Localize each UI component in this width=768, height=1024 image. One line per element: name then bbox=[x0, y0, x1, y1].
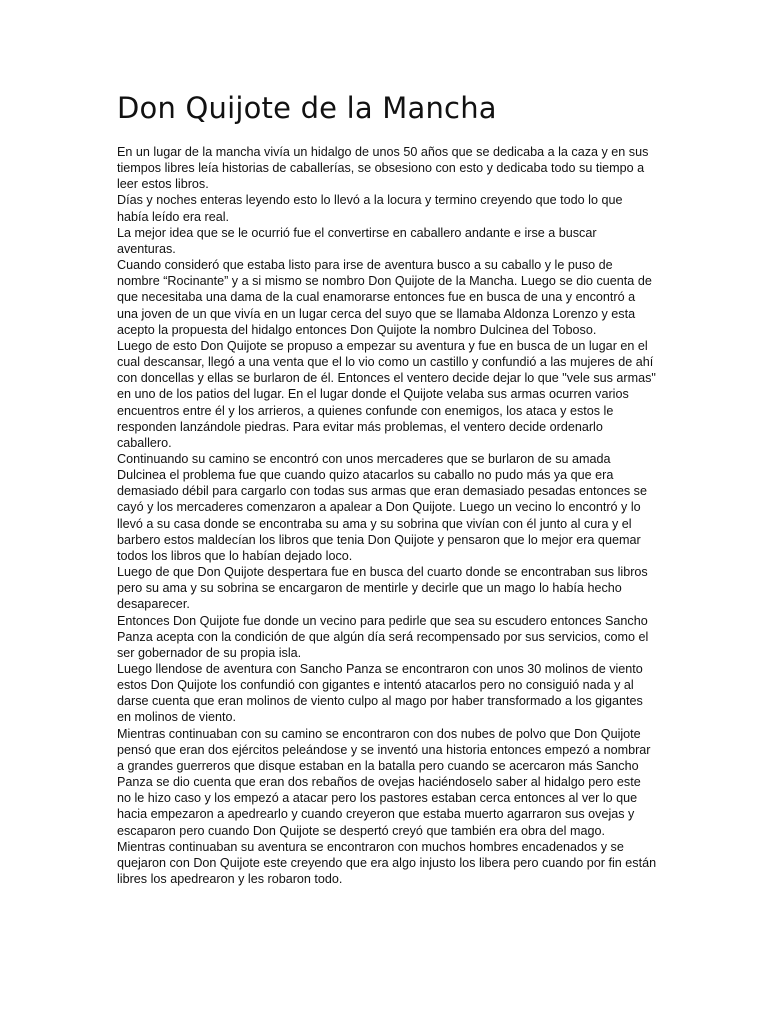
document-title: Don Quijote de la Mancha bbox=[117, 91, 497, 125]
document-body bbox=[117, 144, 657, 887]
paragraph: Continuando su camino se encontró con unos mercaderes que se burlaron de su amada Dulcinea el problema fue que cuando quizo atacarlos su caballo no pudo más ya que era demasiado débil para cargarlo con todas sus armas que eran demasiado pesadas entonces se cayó y los mercaderes comenzaron a apalear a Don Quijote. Luego un vecino lo encontró y lo llevó a su casa donde se encontraba su ama y su sobrina que vivían con él junto al cura y el barbero estos maldecían los libros que tenia Don Quijote y pensaron que lo mejor era quemar todos los libros que lo habían dejado loco. bbox=[117, 451, 647, 563]
paragraph: Luego llendose de aventura con Sancho Panza se encontraron con unos 30 molinos de viento estos Don Quijote los confundió con gigantes e intentó atacarlos pero no consiguió nada y al darse cuenta que eran molinos de viento culpo al mago por haber transformado a los gigantes en molinos de viento. bbox=[117, 662, 643, 725]
paragraph: Mientras continuaban su aventura se encontraron con muchos hombres encadenados y se quejaron con Don Quijote este creyendo que era algo injusto los libera pero cuando por fin están libres los apedrearon y les robaron todo. bbox=[117, 839, 657, 887]
paragraph: La mejor idea que se le ocurrió fue el convertirse en caballero andante e irse a buscar aventuras. bbox=[117, 225, 597, 256]
paragraph: Entonces Don Quijote fue donde un vecino para pedirle que sea su escudero entonces Sancho Panza acepta con la condición de que algún día será recompensado por sus servicios, como el ser gobernador de su propia isla. bbox=[117, 613, 649, 660]
paragraph: Luego de que Don Quijote despertara fue en busca del cuarto donde se encontraban sus libros pero su ama y su sobrina se encargaron de mentirle y decirle que un mago lo había hecho desaparecer. bbox=[117, 565, 648, 612]
paragraph: En un lugar de la mancha vivía un hidalgo de unos 50 años que se dedicaba a la caza y en sus tiempos libres leía historias de caballerías, se obsesiono con esto y dedicaba todo su tiempo a leer estos libros. bbox=[117, 145, 649, 192]
paragraph: Mientras continuaban con su camino se encontraron con dos nubes de polvo que Don Quijote pensó que eran dos ejércitos peleándose y se inventó una historia entonces empezó a nombrar a grandes guerreros que disque estaban en la batalla pero cuando se acercaron más Sancho Panza se dio cuenta que eran dos rebaños de ovejas haciéndoselo saber al hidalgo pero este no le hizo caso y los empezó a atacar pero los pastores estaban cerca entonces al ver lo que hacia empezaron a apedrearlo y cuando creyeron que estaba muerto agarraron sus ovejas y escaparon pero cuando Don Quijote se despertó creyó que también era obra del mago. bbox=[117, 726, 651, 838]
paragraph: Días y noches enteras leyendo esto lo llevó a la locura y termino creyendo que todo lo que había leído era real. bbox=[117, 193, 623, 224]
paragraph: Luego de esto Don Quijote se propuso a empezar su aventura y fue en busca de un lugar en el cual descansar, llegó a una venta que el lo vio como un castillo y confundió a las mujeres de ahí con doncellas y ellas se burlaron de él. Entonces el ventero decide dejar lo que "vele sus armas" en uno de los patios del lugar. En el lugar donde el Quijote velaba sus armas ocurren varios encuentros entre él y los arrieros, a quienes confunde con enemigos, los ataca y estos le responden lanzándole piedras. Para evitar más problemas, el ventero decide ordenarlo caballero. bbox=[117, 338, 656, 450]
paragraph: Cuando consideró que estaba listo para irse de aventura busco a su caballo y le puso de nombre “Rocinante” y a si mismo se nombro Don Quijote de la Mancha. Luego se dio cuenta de que necesitaba una dama de la cual enamorarse entonces fue en busca de una y encontró a una joven de un que vivía en un lugar cerca del suyo que se llamaba Aldonza Lorenzo y esta acepto la propuesta del hidalgo entonces Don Quijote la nombro Dulcinea del Toboso. bbox=[117, 258, 652, 337]
